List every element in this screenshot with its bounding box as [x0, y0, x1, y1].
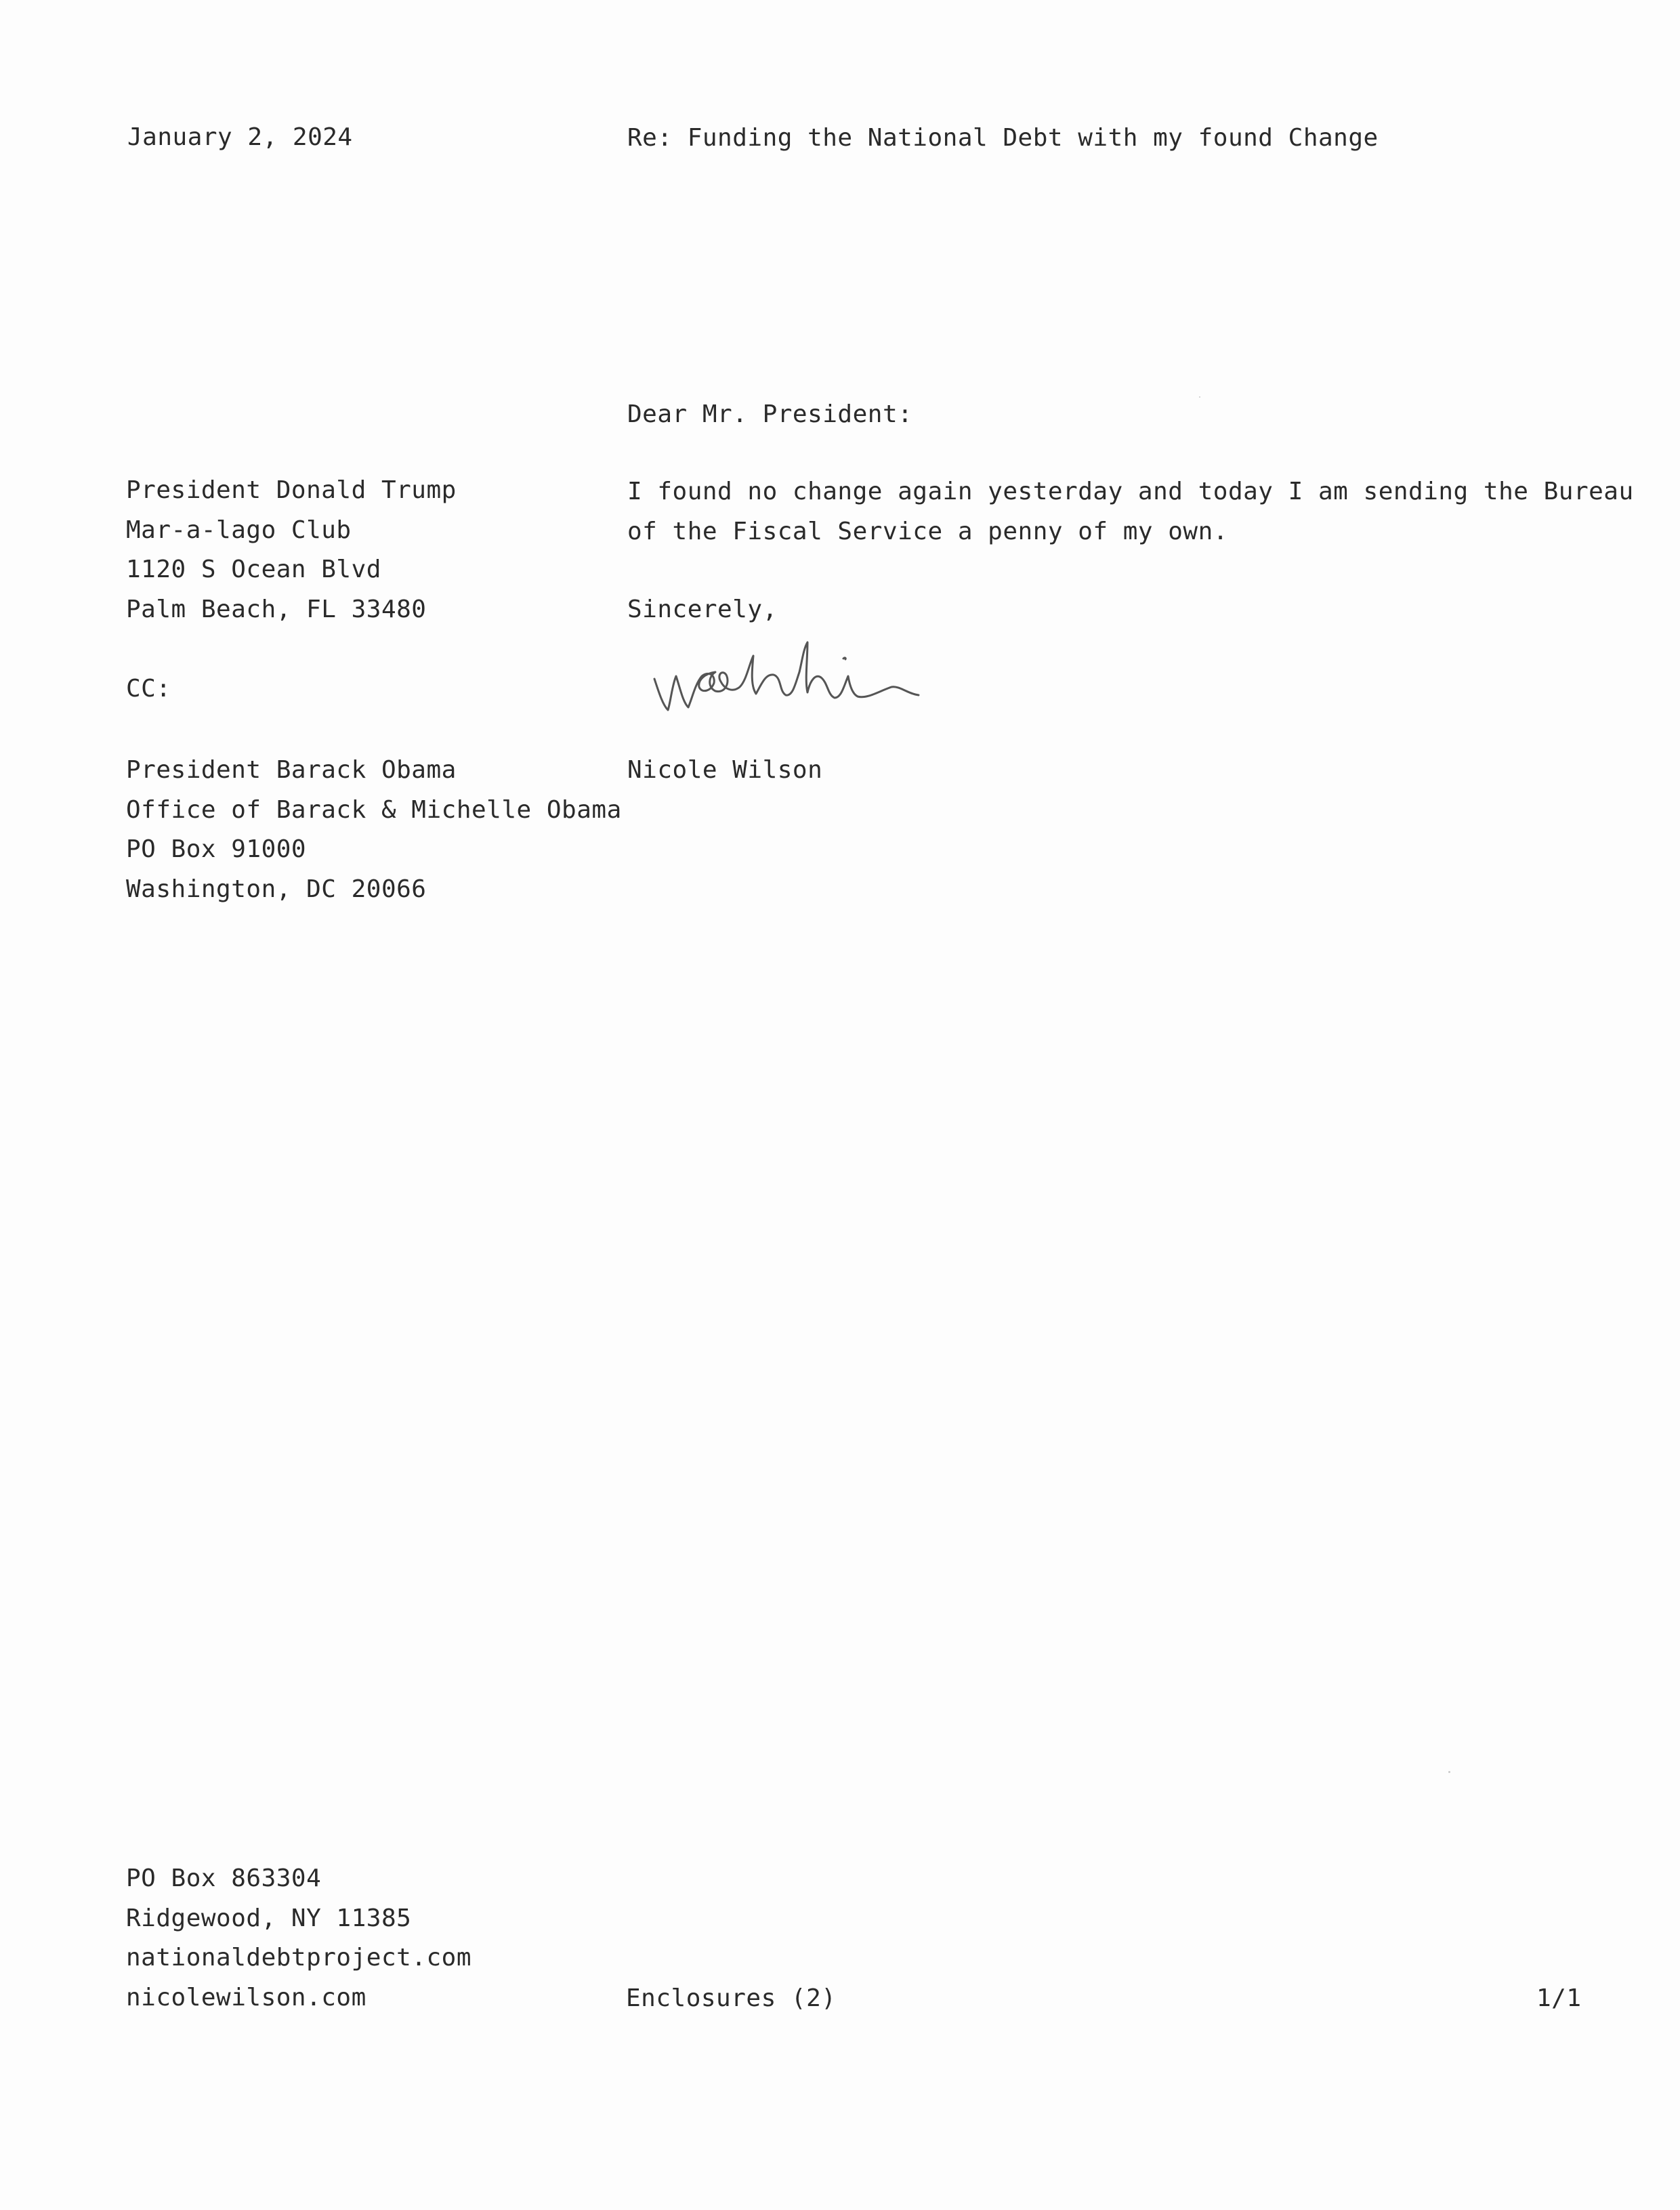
footer-site-1: nationaldebtproject.com — [126, 1944, 471, 1972]
scan-speck — [1199, 396, 1200, 398]
body-line-2: of the Fiscal Service a penny of my own. — [627, 517, 1228, 545]
cc-name: President Barack Obama — [126, 756, 457, 784]
handwritten-signature — [650, 637, 975, 725]
cc-street: PO Box 91000 — [126, 835, 307, 863]
recipient-name: President Donald Trump — [126, 476, 457, 504]
cc-org: Office of Barack & Michelle Obama — [126, 795, 622, 824]
recipient-org: Mar-a-lago Club — [126, 516, 352, 544]
letter-date: January 2, 2024 — [127, 123, 353, 151]
cc-address — [126, 751, 622, 909]
salutation: Dear Mr. President: — [627, 400, 913, 428]
signer-name: Nicole Wilson — [627, 756, 823, 784]
closing: Sincerely, — [627, 596, 778, 623]
page-number: 1/1 — [1536, 1984, 1582, 2012]
cc-label: CC: — [126, 675, 171, 703]
footer-contact — [126, 1859, 471, 2018]
enclosures: Enclosures (2) — [626, 1984, 837, 2012]
footer-site-2: nicolewilson.com — [126, 1983, 366, 2011]
cc-city: Washington, DC 20066 — [126, 875, 427, 903]
letter-body — [627, 472, 1634, 551]
recipient-address — [126, 471, 457, 629]
recipient-street: 1120 S Ocean Blvd — [126, 556, 381, 583]
recipient-city: Palm Beach, FL 33480 — [126, 595, 427, 623]
scan-speck — [1448, 1771, 1450, 1773]
footer-po-box: PO Box 863304 — [126, 1864, 322, 1892]
letter-subject: Re: Funding the National Debt with my found Change — [627, 124, 1379, 152]
body-line-1: I found no change again yesterday and today I am sending the Bureau — [627, 478, 1634, 505]
footer-city: Ridgewood, NY 11385 — [126, 1904, 412, 1932]
